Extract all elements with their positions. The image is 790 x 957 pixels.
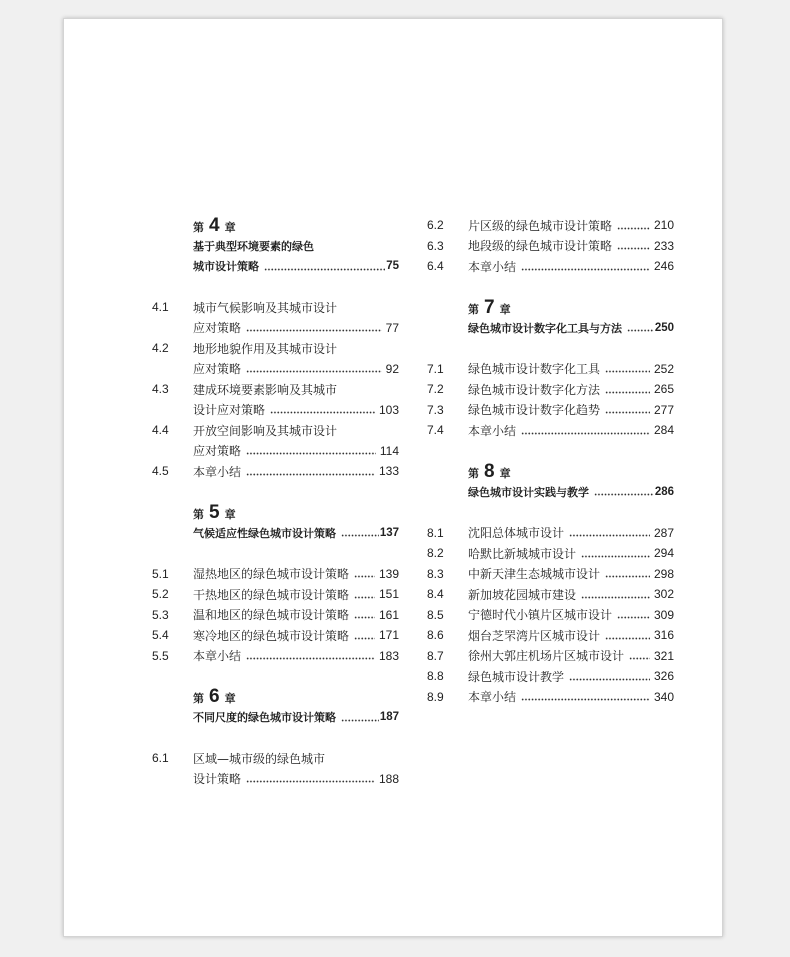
section-title: 中新天津生态城城市设计	[468, 567, 601, 581]
chapter-heading	[152, 686, 399, 727]
toc-line	[152, 686, 399, 707]
toc-entry	[152, 379, 399, 420]
section-title: 干热地区的绿色城市设计策略	[193, 587, 350, 602]
toc-line	[427, 686, 674, 707]
section-title: 绿色城市设计数字化工具	[468, 362, 601, 376]
dot-leader	[246, 645, 375, 666]
toc-line-content	[193, 256, 399, 277]
dot-leader	[264, 256, 385, 277]
dot-leader	[270, 399, 375, 420]
page-number: 188	[378, 771, 399, 786]
section-title: 开放空间影响及其城市设计	[193, 423, 338, 438]
page-number: 183	[378, 648, 399, 663]
toc-entry	[427, 256, 674, 277]
toc-line	[427, 666, 674, 687]
dot-leader	[521, 686, 650, 707]
toc-line-content	[468, 215, 674, 236]
chapter-number: 6	[209, 686, 220, 707]
toc-line	[152, 625, 399, 646]
toc-line	[427, 420, 674, 441]
dot-leader	[617, 604, 650, 625]
toc-line-content	[468, 584, 674, 605]
toc-line-content	[193, 461, 399, 482]
section-title: 区域—城市级的绿色城市	[193, 751, 326, 766]
page-number: 246	[653, 259, 674, 273]
section-number: 7.3	[427, 402, 444, 417]
page-number: 151	[378, 587, 399, 601]
section-title: 哈默比新城城市设计	[468, 546, 577, 561]
page-number: 302	[653, 587, 674, 601]
toc-line-content	[193, 379, 399, 400]
page-number: 277	[653, 402, 674, 417]
toc-entry	[427, 235, 674, 256]
toc-line-content	[468, 420, 674, 441]
toc-entry	[427, 522, 674, 543]
toc-entry	[427, 358, 674, 379]
page-number: 250	[654, 321, 674, 334]
toc-line	[427, 543, 674, 564]
toc-line-content	[193, 604, 399, 625]
section-number: 8.4	[427, 587, 444, 601]
page-number: 161	[378, 607, 399, 622]
toc-line	[152, 256, 399, 277]
section-number: 6.2	[427, 218, 444, 232]
dot-leader	[581, 584, 650, 605]
toc-line	[152, 379, 399, 400]
toc-line-content	[193, 686, 399, 707]
section-title: 建成环境要素影响及其城市	[193, 382, 338, 397]
toc-line-content	[468, 379, 674, 400]
page-number: 286	[654, 485, 674, 498]
section-title: 本章小结	[193, 649, 242, 663]
section-title: 本章小结	[468, 423, 517, 438]
section-title: 城市气候影响及其城市设计	[193, 300, 338, 315]
toc-line	[427, 235, 674, 256]
page-number: 284	[653, 423, 674, 437]
toc-entry	[427, 215, 674, 236]
section-number: 5.5	[152, 648, 169, 663]
toc-entry	[152, 420, 399, 461]
section-number: 7.2	[427, 382, 444, 396]
toc-line	[152, 461, 399, 482]
book-page	[63, 18, 723, 937]
chapter-suffix: 章	[224, 507, 236, 521]
toc-entry	[427, 604, 674, 625]
toc-line-content	[468, 358, 674, 379]
toc-line-content	[468, 686, 674, 707]
toc-line	[427, 522, 674, 543]
dot-leader	[581, 543, 650, 564]
section-number: 4.3	[152, 382, 169, 396]
dot-leader	[605, 358, 650, 379]
page-number: 287	[653, 525, 674, 540]
page-number: 92	[385, 361, 399, 376]
section-title: 绿色城市设计数字化趋势	[468, 403, 601, 417]
page-number: 294	[653, 546, 674, 560]
chapter-label	[468, 462, 511, 481]
section-title: 沈阳总体城市设计	[468, 526, 565, 540]
section-number: 7.4	[427, 423, 444, 437]
dot-leader	[354, 625, 375, 646]
toc-line-content	[193, 645, 399, 666]
chapter-prefix: 第	[468, 302, 479, 316]
toc-line-content	[193, 584, 399, 605]
page-number: 252	[653, 361, 674, 376]
chapter-label	[193, 503, 236, 522]
dot-leader	[341, 522, 379, 543]
page-number: 103	[378, 402, 399, 417]
chapter-prefix: 第	[193, 220, 204, 234]
section-title: 设计应对策略	[193, 403, 266, 417]
page-number: 233	[653, 238, 674, 253]
section-number: 8.1	[427, 525, 444, 540]
dot-leader	[605, 399, 650, 420]
toc-line-content	[193, 338, 399, 359]
blank-line	[152, 481, 399, 502]
section-title: 绿色城市设计教学	[468, 669, 565, 684]
toc-line-content	[193, 748, 399, 769]
toc-line-content	[468, 604, 674, 625]
toc-line-content	[193, 768, 399, 789]
toc-line-content	[193, 215, 399, 236]
toc-column-left	[152, 215, 399, 789]
chapter-suffix: 章	[499, 466, 511, 480]
dot-leader	[627, 317, 654, 338]
page-number: 171	[378, 628, 399, 642]
page-number: 187	[379, 711, 399, 723]
toc-line	[152, 420, 399, 441]
chapter-number: 7	[484, 296, 495, 318]
blank-line	[152, 666, 399, 687]
section-title: 绿色城市设计数字化方法	[468, 382, 601, 397]
section-title: 寒冷地区的绿色城市设计策略	[193, 628, 350, 643]
blank-line	[152, 276, 399, 297]
toc-entry	[152, 461, 399, 482]
section-number: 5.3	[152, 607, 169, 622]
toc-line	[152, 584, 399, 605]
chapter-title: 城市设计策略	[193, 260, 259, 273]
toc-entry	[427, 563, 674, 584]
chapter-suffix: 章	[499, 302, 511, 316]
dot-leader	[594, 481, 654, 502]
toc-line	[152, 522, 399, 543]
blank-line	[427, 276, 674, 297]
section-title: 设计策略	[193, 772, 242, 786]
blank-line	[152, 727, 399, 748]
chapter-heading	[427, 461, 674, 502]
toc-line-content	[468, 399, 674, 420]
chapter-suffix: 章	[224, 220, 236, 234]
section-number: 8.8	[427, 669, 444, 683]
toc-line-content	[468, 256, 674, 277]
toc-line-content	[193, 399, 399, 420]
chapter-number: 5	[209, 501, 220, 523]
dot-leader	[246, 317, 382, 338]
section-number: 4.5	[152, 464, 169, 478]
toc-line-content	[468, 563, 674, 584]
toc-line	[152, 563, 399, 584]
section-title: 地形地貌作用及其城市设计	[193, 341, 338, 356]
section-title: 宁德时代小镇片区城市设计	[468, 608, 613, 622]
toc-entry	[427, 686, 674, 707]
section-number: 8.2	[427, 546, 444, 560]
toc-line-content	[193, 235, 399, 256]
page-number: 298	[653, 566, 674, 581]
toc-entry	[427, 625, 674, 646]
toc-entry	[152, 604, 399, 625]
dot-leader	[569, 522, 650, 543]
toc-line-content	[468, 625, 674, 646]
toc-line	[427, 604, 674, 625]
section-number: 5.1	[152, 566, 169, 581]
toc-line-content	[193, 502, 399, 523]
dot-leader	[605, 379, 650, 400]
chapter-title: 绿色城市设计实践与教学	[468, 485, 589, 499]
dot-leader	[354, 604, 375, 625]
page-number: 265	[653, 382, 674, 396]
chapter-prefix: 第	[193, 507, 204, 521]
dot-leader	[629, 645, 650, 666]
chapter-title: 气候适应性绿色城市设计策略	[193, 526, 336, 540]
toc-entry	[152, 338, 399, 379]
page-number: 326	[653, 669, 674, 683]
toc-line-content	[468, 461, 674, 482]
dot-leader	[617, 215, 650, 236]
chapter-label	[193, 216, 236, 235]
chapter-heading	[427, 297, 674, 338]
blank-line	[427, 502, 674, 523]
toc-entry	[152, 748, 399, 789]
section-number: 5.4	[152, 628, 169, 642]
toc-entry	[152, 563, 399, 584]
toc-line-content	[468, 481, 674, 502]
toc-line-content	[468, 522, 674, 543]
toc-line	[427, 256, 674, 277]
dot-leader	[246, 440, 376, 461]
section-number: 8.9	[427, 689, 444, 704]
section-title: 应对策略	[193, 321, 242, 335]
page-number: 114	[379, 443, 399, 458]
toc-line	[152, 748, 399, 769]
toc-line	[152, 235, 399, 256]
toc-line-content	[468, 297, 674, 318]
section-number: 8.6	[427, 628, 444, 642]
toc-line	[152, 338, 399, 359]
chapter-heading	[152, 502, 399, 543]
section-title: 片区级的绿色城市设计策略	[468, 218, 613, 233]
section-number: 4.4	[152, 423, 169, 437]
chapter-title: 不同尺度的绿色城市设计策略	[193, 711, 336, 724]
section-number: 6.4	[427, 259, 444, 273]
section-title: 本章小结	[468, 259, 517, 274]
blank-line	[427, 338, 674, 359]
section-title: 烟台芝罘湾片区城市设计	[468, 628, 601, 643]
dot-leader	[246, 768, 375, 789]
section-number: 8.7	[427, 648, 444, 663]
page-number: 137	[379, 526, 399, 539]
chapter-label	[468, 298, 511, 317]
toc-column-right	[427, 215, 674, 707]
toc-line	[427, 563, 674, 584]
chapter-heading	[152, 215, 399, 277]
section-number: 5.2	[152, 587, 169, 601]
toc-line-content	[193, 625, 399, 646]
toc-entry	[427, 399, 674, 420]
chapter-prefix: 第	[193, 692, 204, 705]
toc-line-content	[468, 235, 674, 256]
chapter-title: 绿色城市设计数字化工具与方法	[468, 321, 622, 335]
page-number: 316	[653, 628, 674, 642]
dot-leader	[341, 707, 379, 728]
page-number: 139	[378, 566, 399, 581]
toc-line	[427, 358, 674, 379]
chapter-number: 4	[209, 214, 220, 236]
toc-line	[152, 297, 399, 318]
section-number: 7.1	[427, 361, 444, 376]
toc-line	[427, 215, 674, 236]
chapter-prefix: 第	[468, 466, 479, 480]
toc-entry	[152, 297, 399, 338]
toc-line-content	[193, 317, 399, 338]
chapter-title: 基于典型环境要素的绿色	[193, 239, 314, 253]
toc-line	[427, 379, 674, 400]
section-title: 本章小结	[468, 690, 517, 704]
toc-line	[427, 481, 674, 502]
toc-line	[152, 604, 399, 625]
section-number: 4.1	[152, 300, 169, 314]
toc-line-content	[193, 440, 399, 461]
chapter-suffix: 章	[224, 692, 236, 705]
dot-leader	[617, 235, 650, 256]
toc-line-content	[193, 297, 399, 318]
section-number: 6.1	[152, 751, 169, 765]
toc-line-content	[468, 317, 674, 338]
section-title: 温和地区的绿色城市设计策略	[193, 608, 350, 622]
toc-line	[427, 399, 674, 420]
section-title: 地段级的绿色城市设计策略	[468, 239, 613, 253]
section-title: 湿热地区的绿色城市设计策略	[193, 567, 350, 581]
section-number: 8.3	[427, 566, 444, 581]
dot-leader	[354, 584, 375, 605]
toc-line	[152, 215, 399, 236]
toc-entry	[427, 543, 674, 564]
toc-line	[152, 502, 399, 523]
section-title: 本章小结	[193, 464, 242, 479]
toc-line-content	[193, 522, 399, 543]
section-title: 新加坡花园城市建设	[468, 587, 577, 602]
dot-leader	[246, 358, 382, 379]
toc-entry	[152, 625, 399, 646]
toc-line-content	[468, 645, 674, 666]
page-number: 210	[653, 218, 674, 232]
toc-line	[152, 768, 399, 789]
page-number: 340	[653, 689, 674, 704]
toc-line	[427, 297, 674, 318]
blank-line	[427, 440, 674, 461]
dot-leader	[354, 563, 375, 584]
toc-line-content	[468, 666, 674, 687]
toc-line	[427, 461, 674, 482]
dot-leader	[521, 256, 650, 277]
toc-line	[152, 399, 399, 420]
page-number: 77	[385, 320, 399, 335]
dot-leader	[246, 461, 375, 482]
toc-entry	[427, 666, 674, 687]
toc-line	[152, 358, 399, 379]
page-number: 321	[653, 648, 674, 663]
section-number: 4.2	[152, 341, 169, 355]
toc-entry	[427, 645, 674, 666]
toc-entry	[427, 379, 674, 400]
dot-leader	[605, 563, 650, 584]
toc-line	[152, 317, 399, 338]
toc-entry	[152, 584, 399, 605]
toc-line	[427, 317, 674, 338]
toc-entry	[152, 645, 399, 666]
dot-leader	[569, 666, 650, 687]
section-number: 8.5	[427, 607, 444, 622]
toc-entry	[427, 584, 674, 605]
section-title: 徐州大郭庄机场片区城市设计	[468, 649, 625, 663]
dot-leader	[605, 625, 650, 646]
page-number: 133	[378, 464, 399, 478]
page-number: 309	[653, 607, 674, 622]
toc-line	[427, 584, 674, 605]
toc-line-content	[193, 707, 399, 728]
toc-line-content	[193, 358, 399, 379]
toc-line-content	[193, 420, 399, 441]
dot-leader	[521, 420, 650, 441]
section-number: 6.3	[427, 238, 444, 253]
toc-entry	[427, 420, 674, 441]
section-title: 应对策略	[193, 444, 242, 458]
toc-line	[152, 440, 399, 461]
toc-line	[152, 707, 399, 728]
toc-line	[427, 625, 674, 646]
toc-line-content	[468, 543, 674, 564]
chapter-number: 8	[484, 460, 495, 482]
toc-line-content	[193, 563, 399, 584]
chapter-label	[193, 687, 236, 706]
toc-line	[427, 645, 674, 666]
blank-line	[152, 543, 399, 564]
section-title: 应对策略	[193, 362, 242, 376]
toc-line	[152, 645, 399, 666]
page-number: 75	[386, 260, 399, 272]
